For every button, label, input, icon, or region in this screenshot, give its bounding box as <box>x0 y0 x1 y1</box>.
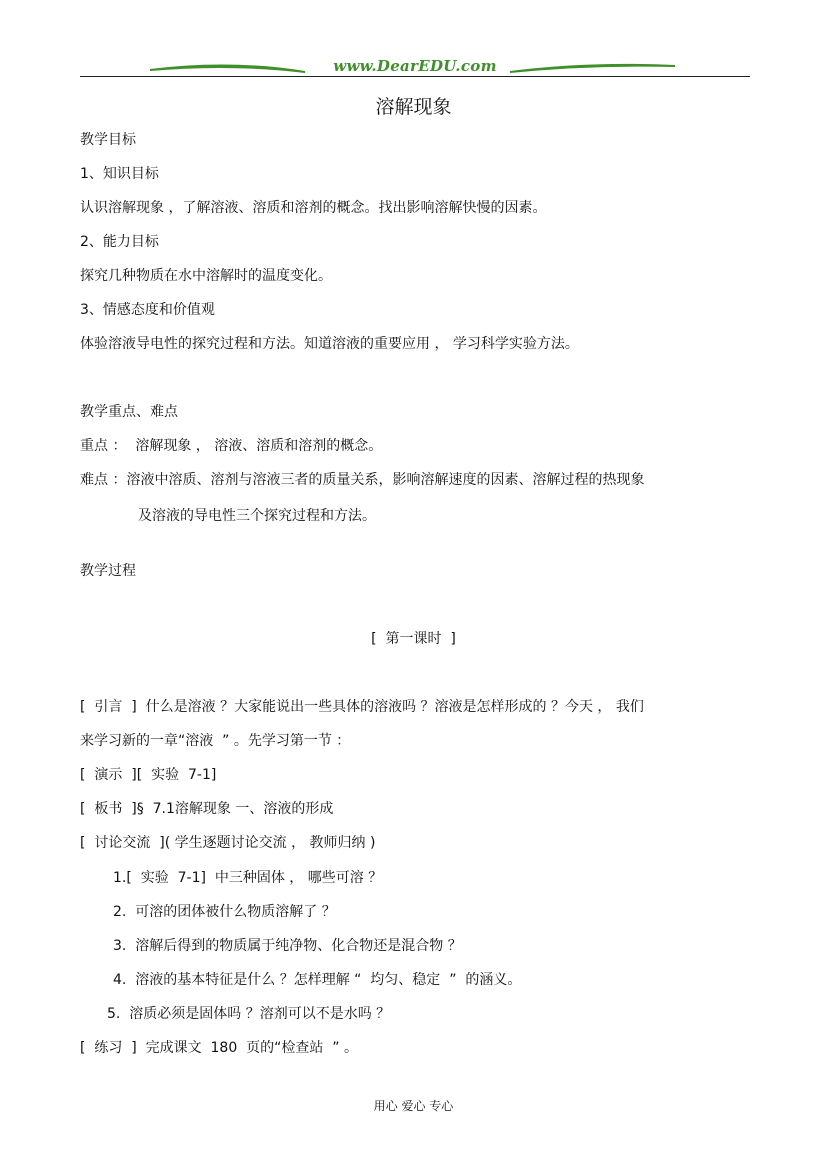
key-text: 重点 ： 溶解现象 ， 溶液、溶质和溶剂的概念。 <box>80 438 383 454</box>
difficult-text-1: 难点 ：溶液中溶质、溶剂与溶液三者的质量关系，影响溶解速度的因素、溶解过程的热现象 <box>80 472 645 488</box>
process-heading: 教学过程 <box>80 563 136 579</box>
intro-line-2: 来学习新的一章“溶液 ” 。先学习第一节 ： <box>80 733 351 749</box>
ability-text: 探究几种物质在水中溶解时的温度变化。 <box>80 268 332 284</box>
board-line: [ 板书 ]§ 7.1溶解现象 一、溶液的形成 <box>80 801 334 817</box>
knowledge-heading: 1、知识目标 <box>80 166 159 182</box>
knowledge-text: 认识溶解现象 ，了解溶液、溶质和溶剂的概念。找出影响溶解快慢的因素。 <box>80 200 547 216</box>
question-item: 2. 可溶的团体被什么物质溶解了 ？ <box>113 904 336 920</box>
question-item: 5. 溶质必须是固体吗 ？溶剂可以不是水吗 ？ <box>107 1006 391 1022</box>
site-logo[interactable]: www.DearEDU.com <box>333 57 497 75</box>
question-item: 1.[ 实验 7-1] 中三种固体 ， 哪些可溶 ？ <box>113 870 383 886</box>
discussion-line: [ 讨论交流 ]( 学生逐题讨论交流 ， 教师归纳 ) <box>80 835 376 851</box>
emotion-heading: 3、情感态度和价值观 <box>80 302 215 318</box>
question-item: 4. 溶液的基本特征是什么 ？怎样理解 “ 均匀、稳定 ” 的涵义。 <box>113 972 522 988</box>
header-divider <box>80 76 750 77</box>
exercise-line: [ 练习 ] 完成课文 180 页的“检查站 ” 。 <box>80 1040 359 1056</box>
demo-line: [ 演示 ][ 实验 7-1] <box>80 767 217 783</box>
objectives-heading: 教学目标 <box>80 132 136 148</box>
intro-line-1: [ 引言 ] 什么是溶液 ？大家能说出一些具体的溶液吗 ？溶液是怎样形成的 ？今天 ， 我们 <box>80 699 644 715</box>
header-banner <box>80 56 750 78</box>
emotion-text: 体验溶液导电性的探究过程和方法。知道溶液的重要应用 ， 学习科学实验方法。 <box>80 336 579 352</box>
keypoints-heading: 教学重点、难点 <box>80 404 178 420</box>
page-title: 溶解现象 <box>375 96 452 118</box>
page-footer: 用心 爱心 专心 <box>373 1099 454 1113</box>
ability-heading: 2、能力目标 <box>80 234 159 250</box>
difficult-text-2: 及溶液的导电性三个探究过程和方法。 <box>138 508 376 524</box>
question-item: 3. 溶解后得到的物质属于纯净物、化合物还是混合物 ？ <box>113 938 462 954</box>
lesson-title: [ 第一课时 ] <box>371 631 456 647</box>
